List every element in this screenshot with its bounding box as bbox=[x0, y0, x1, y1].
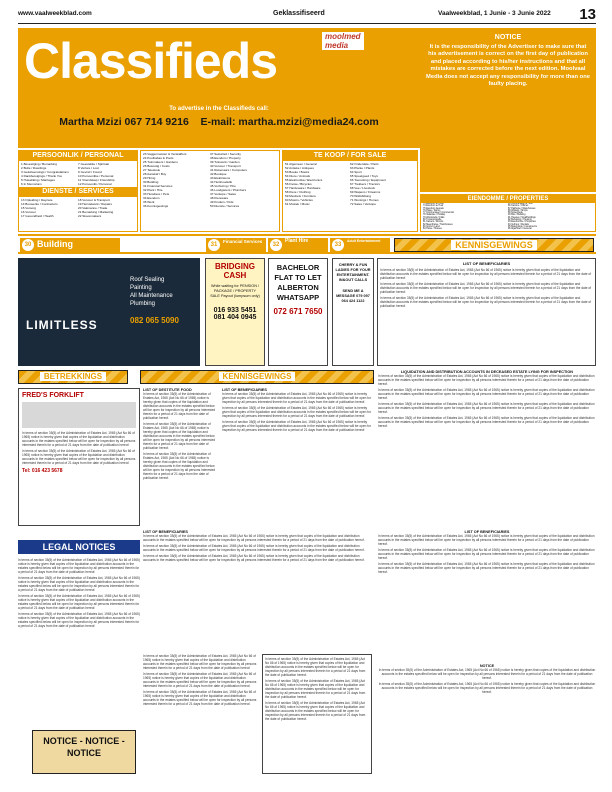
list-item: 85 Kommersieel te Huur bbox=[508, 203, 533, 205]
list-item: 83 Grond / Land bbox=[423, 225, 440, 228]
notice-top-right-title: LIST OF BENEFICIARIES bbox=[462, 261, 511, 266]
service-label: Financial Services bbox=[223, 239, 263, 244]
betrekkings-banner bbox=[18, 370, 128, 384]
property-title: EIENDOMME / PROPERTIES bbox=[421, 195, 595, 203]
list-item: 86 Kantore / Offices bbox=[508, 205, 529, 208]
notice-1-title: LIST OF DESTITUTE FOOD bbox=[143, 388, 192, 392]
kennisgewings-label: KENNISGEWINGS bbox=[451, 240, 537, 250]
list-item: 32 Plant / Hire bbox=[143, 188, 163, 192]
legal-body-4: In terms of section 35(5) of the Administration of Estates Act, 1965 (Act No 66 of 1965) notice is hereby given that copies of the liquidation and distribution accounts in the estates specified below will be open for inspection by all persons interested therein for a period of 21 days from the date of publication hereof. bbox=[18, 612, 140, 628]
mid-col1 bbox=[143, 152, 210, 230]
moolmedia-logo bbox=[322, 32, 364, 50]
bachelor-phone: 072 671 7650 bbox=[273, 307, 323, 316]
notice-column-top-right bbox=[377, 258, 596, 366]
list-item: 24 Poolbabas & Pools bbox=[143, 156, 174, 160]
list-item: 77 Kommersieel / Commercial bbox=[423, 212, 454, 215]
list-item: 40 Vervoer / Transport bbox=[210, 164, 241, 168]
notice-8-title: NOTICE bbox=[479, 664, 495, 668]
freds-body-2: In terms of section 35(5) of the Administration of Estates Act, 1965 (Act No 66 of 1965) notice is hereby given that copies of the liquidation and distribution accounts in the estates specified below will be open for inspection by all persons interested therein for a period of 21 days from the date of publication hereof. bbox=[22, 449, 136, 465]
list-item: 8 Verlore / Lost bbox=[78, 166, 99, 170]
list-item: 45 Verhuring / Hire bbox=[210, 184, 236, 188]
kennisgewings-banner-mid bbox=[140, 370, 374, 384]
list-item: 28 Aanskaf / Buy bbox=[143, 172, 167, 176]
list-item: 96 Algemeen / General bbox=[508, 228, 532, 231]
list-item: 48 Klereware bbox=[210, 196, 229, 200]
list-item: 3 Gelukwensings / Congratulations bbox=[21, 170, 69, 174]
property-categories bbox=[420, 194, 596, 232]
notice-3-body: In terms of section 35(5) of the Administration of Estates Act, 1965 (Act No 66 of 1965) notice is hereby given that copies of the liquidation and distribution accounts in the estates specified below will be open for inspection by all persons interested therein for a period of 21 days from the date of publication hereof. bbox=[378, 374, 595, 386]
limitless-brand: LIMITLESS bbox=[26, 318, 98, 332]
te-koop-title: TE KOOP / FOR SALE bbox=[283, 151, 417, 161]
list-item: 56 Fietse / Bicycles bbox=[285, 182, 312, 186]
notice-6-body-2: In terms of section 35(5) of the Administration of Estates Act, 1965 (Act No 66 of 1965) notice is hereby given that copies of the liquidation and distribution accounts in the estates specified below will be open for inspection by all persons interested therein for a period of 21 days from the date of publication hereof. bbox=[143, 672, 257, 688]
list-item: 52 Antieke / Antiques bbox=[285, 166, 314, 170]
te-koop-col2 bbox=[350, 162, 415, 206]
kennisgewings-label: KENNISGEWINGS bbox=[219, 372, 296, 381]
service-label: Plant Hire bbox=[285, 238, 309, 244]
notice-2-body-3: In terms of section 35(5) of the Administration of Estates Act, 1965 (Act No 66 of 1965) notice is hereby given that copies of the liquidation and distribution accounts in the estates specified below will be open for inspection by all persons interested therein for a period of 21 days from the date of publication hereof. bbox=[222, 420, 372, 432]
notice-7-body: In terms of section 35(5) of the Administration of Estates Act, 1965 (Act No 66 of 1965) notice is hereby given that copies of the liquidation and distribution accounts in the estates specified below will be open for inspection by all persons interested therein for a period of 21 days from the date of publication hereof. bbox=[265, 657, 366, 677]
list-item: 27 Teleskole bbox=[143, 168, 161, 172]
notice-5-title: LIST OF BENEFICIARIES bbox=[464, 530, 510, 534]
list-item: 4 Dankbetuigings / Thank You bbox=[21, 174, 63, 178]
bridging-title: BRIDGING CASH bbox=[215, 262, 255, 280]
masthead-title: Classifieds bbox=[24, 33, 278, 89]
services-title: DIENSTE / SERVICES bbox=[19, 187, 137, 197]
list-item: 92 Behuising / Housing bbox=[508, 219, 532, 222]
notice-8-body-2: In terms of section 35(5) of the Administration of Estates Act, 1965 (Act No 66 of 1965) notice is hereby given that copies of the liquidation and distribution accounts in the estates specified below will be open for inspection by all persons interested therein for a period of 21 days from the date of publication hereof. bbox=[378, 682, 596, 694]
page-header bbox=[18, 6, 596, 24]
bottom-notice-box bbox=[32, 730, 136, 774]
list-item: 81 Kamers / Rooms bbox=[423, 221, 444, 224]
notice-4-title: LIST OF BENEFICIARIES bbox=[143, 530, 188, 534]
service-num: 32 bbox=[270, 239, 282, 251]
personal-categories bbox=[18, 150, 138, 232]
list-item: 46 Loodgieters / Plumbers bbox=[210, 188, 247, 192]
contact-name: Martha Mzizi 067 714 9216 bbox=[59, 116, 189, 128]
contact-email[interactable]: E-mail: martha.mzizi@media24.com bbox=[200, 116, 379, 128]
cherry-ad[interactable] bbox=[332, 258, 374, 366]
list-item: 44 Huishoudelik bbox=[210, 180, 233, 184]
list-item: 53 Boeke / Books bbox=[285, 170, 310, 174]
te-koop-col1 bbox=[285, 162, 350, 206]
list-item: 76 Plase / Farms bbox=[423, 209, 441, 212]
advertise-line: To advertise in the Classifieds call: bbox=[169, 106, 269, 112]
list-item: 23 Vaggermeister & Verskaffers bbox=[143, 152, 187, 156]
notice-3-body-3: In terms of section 35(5) of the Administration of Estates Act, 1965 (Act No 66 of 1965) notice is hereby given that copies of the liquidation and distribution accounts in the estates specified below will be open for inspection by all persons interested therein for a period of 21 days from the date of publication hereof. bbox=[378, 402, 595, 414]
list-item: 65 Speelgoed / Toys bbox=[350, 174, 378, 178]
list-item: 20 Vakmanne / Trade bbox=[78, 206, 108, 210]
bridging-phone-1: 016 933 5451 bbox=[213, 307, 257, 314]
notice-col-6 bbox=[143, 654, 258, 774]
list-item: 61 Musiek / Music bbox=[285, 202, 310, 206]
service-bar-plant-hire[interactable] bbox=[268, 238, 328, 252]
list-item: 57 Hardeware / Hardware bbox=[285, 186, 321, 190]
cherry-text: CHERRY & FUN LADIES FOR YOUR ENTERTAINMENT. IN&OUT CALLS bbox=[335, 263, 371, 282]
property-col1 bbox=[423, 203, 508, 231]
service-num: 30 bbox=[22, 239, 34, 251]
list-item: 18 Vervoer & Transport bbox=[78, 198, 110, 202]
list-item: 58 Klere / Clothing bbox=[285, 190, 311, 194]
list-item: 54 Diere / Animals bbox=[285, 174, 311, 178]
service-bar-financial[interactable] bbox=[206, 238, 266, 252]
limitless-phone: 082 065 5090 bbox=[130, 316, 179, 325]
service-bar-adult[interactable] bbox=[330, 238, 390, 252]
list-item: 37 Sekuriteit / Security bbox=[210, 152, 241, 156]
forklift-image bbox=[22, 402, 136, 428]
page-number: 13 bbox=[579, 6, 596, 23]
notice-6-body: In terms of section 35(5) of the Administration of Estates Act, 1965 (Act No 66 of 1965) notice is hereby given that copies of the liquidation and distribution accounts in the estates specified below will be open for inspection by all persons interested therein for a period of 21 days from the date of publication hereof. bbox=[143, 654, 257, 670]
list-item: 51 Algemeen / General bbox=[285, 162, 317, 166]
limitless-ad[interactable] bbox=[18, 258, 200, 366]
list-item: 87 Pakhuise / Warehouses bbox=[508, 207, 536, 210]
legal-body-3: In terms of section 35(5) of the Administration of Estates Act, 1965 (Act No 66 of 1965) notice is hereby given that copies of the liquidation and distribution accounts in the estates specified below will be open for inspection by all persons interested therein for a period of 21 days from the date of publication hereof. bbox=[18, 594, 140, 610]
list-item: 36 Kennisgewings bbox=[143, 204, 169, 208]
services-col1 bbox=[21, 198, 78, 218]
notice-top-right-body: In terms of section 35(5) of the Administration of Estates Act, 1965 (Act No 66 of 1965) notice is hereby given that copies of the liquidation and distribution accounts in the estates specified below will be open for inspection by all persons interested therein for a period of 21 days from the date of publication hereof. bbox=[380, 268, 592, 280]
list-item: 49 Kinders / Kids bbox=[210, 200, 234, 204]
notice-col-5 bbox=[378, 530, 596, 660]
notice-col-1 bbox=[143, 388, 219, 526]
legal-notices-label: LEGAL NOTICES bbox=[42, 542, 116, 552]
freds-title: FRED'S FORKLIFT bbox=[22, 392, 84, 399]
list-item: 50 Dienste / Services bbox=[210, 204, 240, 208]
list-item: 6 In Memoriam bbox=[21, 182, 42, 186]
legal-notice-column bbox=[18, 558, 140, 726]
notice-8-body: In terms of section 35(5) of the Administration of Estates Act, 1965 (Act No 66 of 1965) notice is hereby given that copies of the liquidation and distribution accounts in the estates specified below will be open for inspection by all persons interested therein for a period of 21 days from the date of publication hereof. bbox=[378, 668, 596, 680]
notice-1-body-2: In terms of section 35(5) of the Administration of Estates Act, 1965 (Act No 66 of 1965) notice is hereby given that copies of the liquidation and distribution accounts in the estates specified below will be open for inspection by all persons interested therein for a period of 21 days from the date of publication hereof. bbox=[143, 422, 216, 450]
bachelor-flat-ad[interactable] bbox=[268, 258, 328, 366]
list-item: 29 Hiring bbox=[143, 176, 156, 180]
personal-col1 bbox=[21, 162, 78, 186]
service-bars bbox=[18, 234, 596, 254]
list-item: 59 Meubels / Furniture bbox=[285, 194, 316, 198]
list-item: 55 Elektronika / Electronics bbox=[285, 178, 323, 182]
list-item: 5 Huweliking / Marriages bbox=[21, 178, 55, 182]
list-item: 16 Vervoer bbox=[21, 210, 36, 214]
list-item: 42 Boutique bbox=[210, 172, 227, 176]
list-item: 84 Huise / Houses bbox=[423, 228, 442, 231]
list-item: 43 Elektrisiens bbox=[210, 176, 231, 180]
notice-4-body-2: In terms of section 35(5) of the Administration of Estates Act, 1965 (Act No 66 of 1965) notice is hereby given that copies of the liquidation and distribution accounts in the estates specified below will be open for inspection by all persons interested therein for a period of 21 days from the date of publication hereof. bbox=[143, 544, 365, 552]
list-item: 91 Hoewes / Smallholdings bbox=[508, 216, 536, 219]
logo-top: moolmed bbox=[325, 32, 361, 41]
list-item: 15 Versorg bbox=[21, 206, 36, 210]
notice-body: It is the responsibility of the Advertiser to make sure that his advertisement is correct on the first day of publication and placed according to his/her instructions and that all mistakes are corrected before the next edition. Moolvaal Media does not accept any responsibility for more than one faulty placing. bbox=[426, 44, 590, 88]
freds-phone: Tel: 016 423 5678 bbox=[22, 468, 63, 474]
list-item: 7 Geestelike / Spiritual bbox=[78, 162, 109, 166]
bridging-phone-2: 081 404 0945 bbox=[213, 314, 257, 321]
service-bar-building[interactable] bbox=[20, 238, 120, 252]
list-item: 1 Bevestiging / Bemarking bbox=[21, 162, 57, 166]
notice-col-4 bbox=[143, 530, 372, 650]
list-item: 63 Plante / Plants bbox=[350, 166, 375, 170]
personal-col2 bbox=[78, 162, 135, 186]
legal-body-2: In terms of section 35(5) of the Administration of Estates Act, 1965 (Act No 66 of 1965) notice is hereby given that copies of the liquidation and distribution accounts in the estates specified below will be open for inspection by all persons interested therein for a period of 21 days from the date of publication hereof. bbox=[18, 576, 140, 592]
notice-2-title: LIST OF BENEFICIARIES bbox=[222, 388, 267, 392]
legal-body: In terms of section 35(5) of the Administration of Estates Act, 1965 (Act No 66 of 1965) notice is hereby given that copies of the liquidation and distribution accounts in the estates specified below will be open for inspection by all persons interested therein for a period of 21 days from the date of publication hereof. bbox=[18, 558, 140, 574]
list-item: 69 Wapens / Firearms bbox=[350, 190, 381, 194]
service-num: 31 bbox=[208, 239, 220, 251]
notice-col-8 bbox=[378, 664, 596, 774]
list-item: 68 Vee / Livestock bbox=[350, 186, 376, 190]
list-item: 2 Bulle / Dweilings bbox=[21, 166, 47, 170]
list-item: 89 Nywerhede bbox=[508, 212, 523, 215]
list-item: All Maintenance bbox=[130, 293, 173, 299]
list-item: 9 Gevind / Found bbox=[78, 170, 102, 174]
contact-line bbox=[18, 112, 420, 128]
mid-categories bbox=[140, 150, 280, 232]
bridging-cash-ad[interactable] bbox=[205, 258, 265, 366]
notice-col-7 bbox=[262, 654, 372, 774]
cherry-contact: SEND ME A MESSAGE 079 097 064 424 1122 bbox=[336, 289, 370, 303]
list-item: 11 Vriendskap / Friendship bbox=[78, 178, 115, 182]
notice-3-body-4: In terms of section 35(5) of the Administration of Estates Act, 1965 (Act No 66 of 1965) notice is hereby given that copies of the liquidation and distribution accounts in the estates specified below will be open for inspection by all persons interested therein for a period of 21 days from the date of publication hereof. bbox=[378, 416, 595, 428]
notice-3-title: LIQUIDATION AND DISTRIBUTION ACCOUNTS IN DECEASED ESTATE LYING FOR INSPECTION bbox=[400, 370, 574, 374]
list-item: 34 Eiendom bbox=[143, 196, 160, 200]
service-num: 33 bbox=[332, 239, 344, 251]
list-item: 22 Skoonmakers bbox=[78, 214, 102, 218]
advertise-banner bbox=[18, 100, 420, 148]
notice-box bbox=[420, 28, 596, 192]
list-item: 95 Beleggings / Investments bbox=[508, 225, 537, 228]
list-item: 41 Rekenaars / Computers bbox=[210, 168, 247, 172]
list-item: 35 Werk bbox=[143, 200, 155, 204]
notice-6-body-3: In terms of section 35(5) of the Administration of Estates Act, 1965 (Act No 66 of 1965) notice is hereby given that copies of the liquidation and distribution accounts in the estates specified below will be open for inspection by all persons interested therein for a period of 21 days from the date of publication hereof. bbox=[143, 690, 257, 706]
mid-col2 bbox=[210, 152, 277, 230]
legal-notices-banner bbox=[18, 540, 140, 554]
notice-3-body-2: In terms of section 35(5) of the Administration of Estates Act, 1965 (Act No 66 of 1965) notice is hereby given that copies of the liquidation and distribution accounts in the estates specified below will be open for inspection by all persons interested therein for a period of 21 days from the date of publication hereof. bbox=[378, 388, 595, 400]
list-item: 78 Vakansie / Holiday bbox=[423, 214, 446, 217]
list-item: 10 Persoonlike / Personal bbox=[78, 174, 114, 178]
list-item: 62 Onderdele / Parts bbox=[350, 162, 379, 166]
notice-col-3 bbox=[378, 370, 596, 526]
list-item: Roof Sealing bbox=[130, 277, 165, 283]
list-item: 31 Financial Services bbox=[143, 184, 173, 188]
betrekkings-label: BETREKKINGS bbox=[40, 372, 106, 381]
list-item: 64 Sport bbox=[350, 170, 362, 174]
notice-4-body: In terms of section 35(5) of the Administration of Estates Act, 1965 (Act No 66 of 1965) notice is hereby given that copies of the liquidation and distribution accounts in the estates specified below will be open for inspection by all persons interested therein for a period of 21 days from the date of publication hereof. bbox=[143, 534, 365, 542]
list-item: 12 Persoonlik / Personal bbox=[78, 182, 112, 186]
list-item: 90 Bou / Building bbox=[508, 214, 526, 217]
list-item: 74 Eiendom te Huur bbox=[423, 205, 444, 208]
list-item: 66 Toerusting / Equipment bbox=[350, 178, 386, 182]
list-item: 75 Eiendom Gesoek bbox=[423, 207, 444, 210]
list-item: 70 Wildsbiltong bbox=[350, 194, 371, 198]
list-item: 72 Sales / Verkope bbox=[350, 202, 376, 206]
notice-heading: NOTICE bbox=[494, 34, 522, 41]
list-item: 60 Motors / Vehicles bbox=[285, 198, 313, 202]
list-item: 26 Bekostig / Costs bbox=[143, 164, 170, 168]
list-item: 13 Opleiding / Daycare bbox=[21, 198, 53, 202]
list-item: 30 Building bbox=[143, 180, 159, 184]
notice-2-body-2: In terms of section 35(5) of the Administration of Estates Act, 1965 (Act No 66 of 1965) notice is hereby given that copies of the liquidation and distribution accounts in the estates specified below will be open for inspection by all persons interested therein for a period of 21 days from the date of publication hereof. bbox=[222, 406, 372, 418]
list-item: 93 Eiendomme / Properties bbox=[508, 221, 536, 224]
notice-top-right-body-2: In terms of section 35(5) of the Administration of Estates Act, 1965 (Act No 66 of 1965) notice is hereby given that copies of the liquidation and distribution accounts in the estates specified below will be open for inspection by all persons interested therein for a period of 21 days from the date of publication hereof. bbox=[380, 282, 592, 294]
list-item: 33 Huisdiere / Pets bbox=[143, 192, 170, 196]
bridging-sub: While waiting for PENSION / PACKAGE / PROPERTY SALE Payout (lumpsum only) bbox=[210, 284, 260, 298]
notice-1-body-3: In terms of section 35(5) of the Administration of Estates Act, 1965 (Act No 66 of 1965) notice is hereby given that copies of the liquidation and distribution accounts in the estates specified below will be open for inspection by all persons interested therein for a period of 21 days from the date of publication hereof. bbox=[143, 452, 216, 480]
limitless-services bbox=[130, 276, 173, 308]
notice-4-body-3: In terms of section 35(5) of the Administration of Estates Act, 1965 (Act No 66 of 1965) notice is hereby given that copies of the liquidation and distribution accounts in the estates specified below will be open for inspection by all persons interested therein for a period of 21 days from the date of publication hereof. bbox=[143, 554, 365, 562]
notice-5-body: In terms of section 35(5) of the Administration of Estates Act, 1965 (Act No 66 of 1965) notice is hereby given that copies of the liquidation and distribution accounts in the estates specified below will be open for inspection by all persons interested therein for a period of 21 days from the date of publication hereof. bbox=[378, 534, 595, 546]
notice-5-body-2: In terms of section 35(5) of the Administration of Estates Act, 1965 (Act No 66 of 1965) notice is hereby given that copies of the liquidation and distribution accounts in the estates specified below will be open for inspection by all persons interested therein for a period of 21 days from the date of publication hereof. bbox=[378, 548, 595, 560]
list-item: 73 Eiendom te Koop bbox=[423, 203, 444, 205]
property-col2 bbox=[508, 203, 593, 231]
notice-7-body-3: In terms of section 35(5) of the Administration of Estates Act, 1965 (Act No 66 of 1965) notice is hereby given that copies of the liquidation and distribution accounts in the estates specified below will be open for inspection by all persons interested therein for a period of 21 days from the date of publication hereof. bbox=[265, 701, 366, 721]
list-item: Painting bbox=[130, 285, 152, 291]
list-item: 80 Tuinwoonstelle bbox=[423, 219, 442, 222]
list-item: 17 Gesondheid / Health bbox=[21, 214, 54, 218]
website-url[interactable]: www.vaalweekblad.com bbox=[18, 10, 92, 17]
list-item: 19 Herstelwerk / Repairs bbox=[78, 202, 112, 206]
bachelor-title: BACHELOR FLAT TO LET ALBERTON WHATSAPP bbox=[274, 263, 322, 302]
notice-5-body-3: In terms of section 35(5) of the Administration of Estates Act, 1965 (Act No 66 of 1965) notice is hereby given that copies of the liquidation and distribution accounts in the estates specified below will be open for inspection by all persons interested therein for a period of 21 days from the date of publication hereof. bbox=[378, 562, 595, 574]
freds-forklift-ad[interactable] bbox=[18, 388, 140, 526]
list-item: 47 Verkope / Sales bbox=[210, 192, 236, 196]
list-item: 38 Eiendom / Property bbox=[210, 156, 241, 160]
services-col2 bbox=[78, 198, 135, 218]
freds-body: In terms of section 35(5) of the Administration of Estates Act, 1965 (Act No 66 of 1965) notice is hereby given that copies of the liquidation and distribution accounts in the estates specified below will be open for inspection by all persons interested therein for a period of 21 days from the date of publication hereof. bbox=[22, 431, 136, 447]
list-item: 94 Verhuur / Rentals bbox=[508, 223, 529, 226]
list-item: 39 Tuinwerk / Garden bbox=[210, 160, 240, 164]
notice-col-2 bbox=[222, 388, 372, 526]
personal-title: PERSOONLIK / PERSONAL bbox=[19, 151, 137, 161]
logo-bottom: media bbox=[325, 41, 349, 50]
dateline: Vaalweekblad, 1 Junie - 3 Junie 2022 bbox=[438, 10, 551, 17]
list-item: 14 Bouwerke / Contractors bbox=[21, 202, 58, 206]
bottom-notice-text: NOTICE - NOTICE - NOTICE bbox=[43, 736, 125, 758]
for-sale-categories bbox=[282, 150, 418, 232]
list-item: 25 Tuinmakers / Gardens bbox=[143, 160, 178, 164]
service-label: Building bbox=[37, 239, 73, 249]
notice-2-body: In terms of section 35(5) of the Administration of Estates Act, 1965 (Act No 66 of 1965) notice is hereby given that copies of the liquidation and distribution accounts in the estates specified below will be open for inspection by all persons interested therein for a period of 21 days from the date of publication hereof. bbox=[222, 392, 372, 404]
list-item: 67 Trekkers / Tractors bbox=[350, 182, 380, 186]
list-item: Plumbing bbox=[130, 301, 156, 307]
notice-7-body-2: In terms of section 35(5) of the Administration of Estates Act, 1965 (Act No 66 of 1965) notice is hereby given that copies of the liquidation and distribution accounts in the estates specified below will be open for inspection by all persons interested therein for a period of 21 days from the date of publication hereof. bbox=[265, 679, 366, 699]
notice-1-body: In terms of section 35(5) of the Administration of Estates Act, 1965 (Act No 66 of 1965) notice is hereby given that copies of the liquidation and distribution accounts in the estates specified below will be open for inspection by all persons interested therein for a period of 21 days from the date of publication hereof. bbox=[143, 392, 216, 420]
list-item: 21 Bemarking / Marketing bbox=[78, 210, 114, 214]
kennisgewings-banner-top bbox=[394, 238, 594, 252]
list-item: 71 Wonings / Homes bbox=[350, 198, 379, 202]
list-item: 79 Woonstelle / Flats bbox=[423, 216, 445, 219]
section-title: Geklassifiseerd bbox=[273, 10, 325, 17]
list-item: 82 Meenthuise / Townhouses bbox=[423, 223, 453, 226]
notice-top-right-body-3: In terms of section 35(5) of the Administration of Estates Act, 1965 (Act No 66 of 1965) notice is hereby given that copies of the liquidation and distribution accounts in the estates specified below will be open for inspection by all persons interested therein for a period of 21 days from the date of publication hereof. bbox=[380, 296, 592, 308]
list-item: 88 Winkels / Shops bbox=[508, 209, 528, 212]
service-label: Adult Entertainment bbox=[347, 239, 381, 243]
